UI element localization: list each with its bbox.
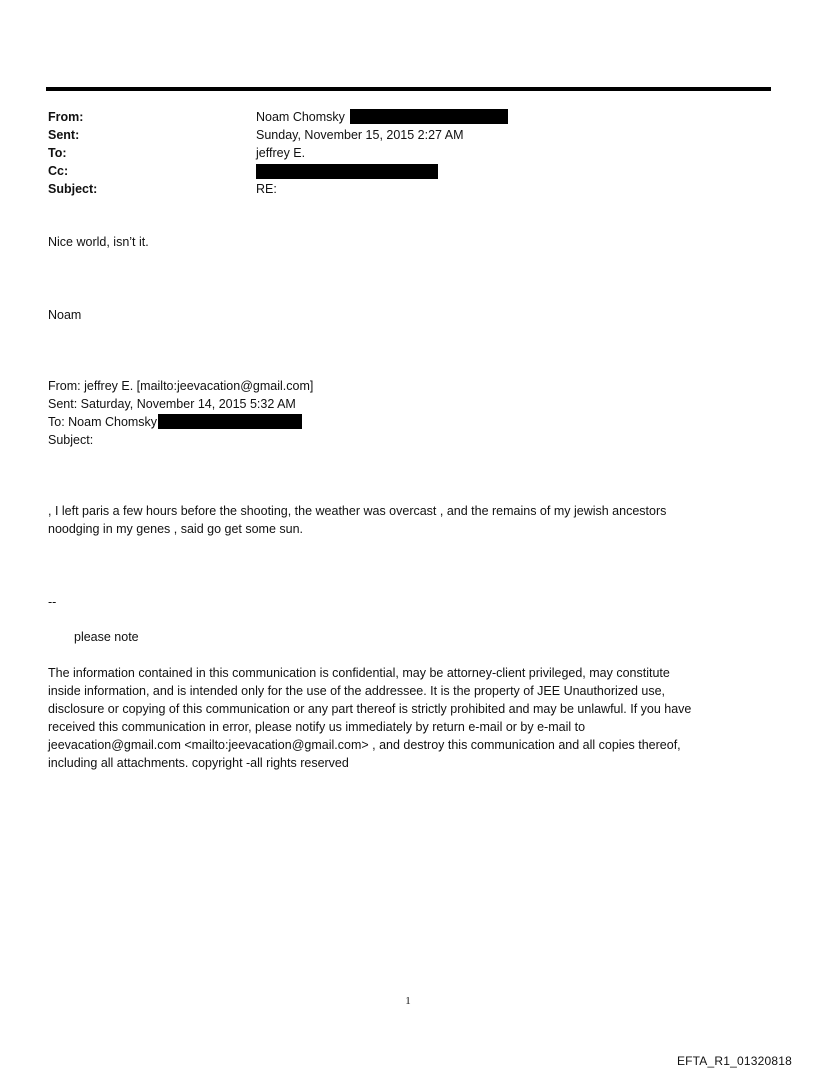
disclaimer-line: including all attachments. copyright -all rights reserved [48, 756, 349, 770]
disclaimer-line: jeevacation@gmail.com <mailto:jeevacation@gmail.com> , and destroy this communication and all copies thereof, [48, 738, 681, 752]
disclaimer [48, 664, 691, 772]
page-number: 1 [405, 995, 411, 1007]
to-label: To: [48, 146, 67, 160]
signature-separator: -- [48, 595, 57, 609]
quoted-to-text: To: Noam Chomsky [48, 415, 158, 429]
body-line: noodging in my genes , said go get some sun. [48, 522, 304, 536]
quoted-sent-line: Sent: Saturday, November 14, 2015 5:32 AM [48, 397, 296, 411]
subject-row [48, 180, 748, 198]
document-id: EFTA_R1_01320818 [676, 1054, 792, 1068]
signature: Noam [48, 308, 82, 322]
quoted-subject-line: Subject: [48, 433, 94, 447]
disclaimer-line: inside information, and is intended only for the use of the addressee. It is the property of JEE Unauthorized use, [48, 684, 666, 698]
from-value [256, 108, 508, 126]
quoted-header [48, 377, 313, 449]
sent-label: Sent: [48, 128, 80, 142]
please-note: please note [74, 630, 139, 644]
disclaimer-line: received this communication in error, please notify us immediately by return e-mail or by e-mail to [48, 720, 586, 734]
redaction-box [256, 164, 438, 179]
sent-row [48, 126, 748, 144]
from-label: From: [48, 110, 84, 124]
disclaimer-line: The information contained in this communication is confidential, may be attorney-client privileged, may constitute [48, 666, 670, 680]
cc-row [48, 162, 748, 180]
to-value: jeffrey E. [256, 146, 306, 160]
body-line: , I left paris a few hours before the shooting, the weather was overcast , and the remains of my jewish ancestors [48, 504, 667, 518]
header-rule [46, 87, 771, 91]
quoted-to-line [48, 413, 313, 431]
cc-value [256, 162, 438, 181]
quoted-from-line: From: jeffrey E. [mailto:jeevacation@gmail.com] [48, 379, 314, 393]
from-name: Noam Chomsky [256, 110, 345, 124]
to-row [48, 144, 748, 162]
from-row [48, 108, 748, 126]
cc-label: Cc: [48, 164, 69, 178]
quoted-body [48, 502, 666, 538]
subject-value: RE: [256, 182, 277, 196]
sent-value: Sunday, November 15, 2015 2:27 AM [256, 128, 464, 142]
disclaimer-line: disclosure or copying of this communication or any part thereof is strictly prohibited and may be unlawful. If you have [48, 702, 692, 716]
redaction-box [350, 109, 508, 124]
redaction-box [158, 414, 302, 429]
reply-body: Nice world, isn’t it. [48, 235, 149, 249]
email-header [48, 108, 748, 198]
subject-label: Subject: [48, 182, 98, 196]
